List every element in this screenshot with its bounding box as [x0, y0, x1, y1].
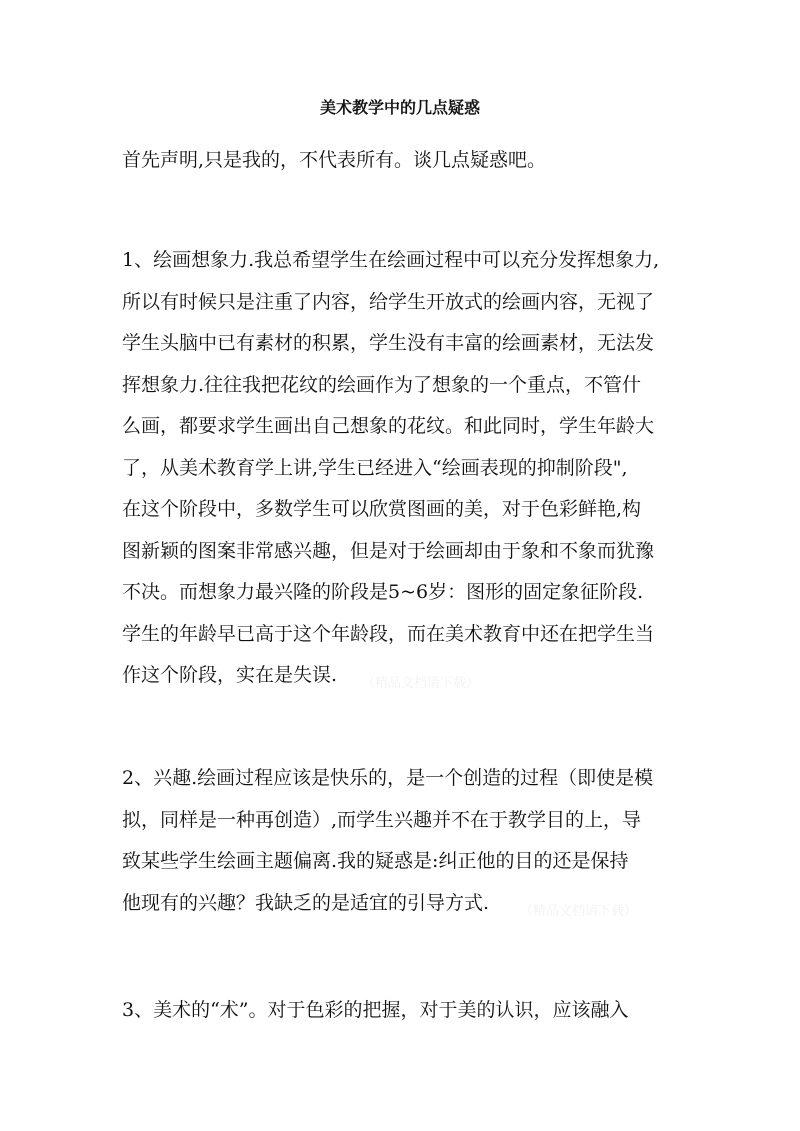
paragraph-technique: [122, 990, 687, 1032]
paragraph-line: 他现有的兴趣？我缺乏的是适宜的引导方式.: [122, 891, 490, 914]
paragraph-line: 不决。而想象力最兴隆的阶段是5~6岁：图形的固定象征阶段.: [122, 581, 644, 603]
paragraph-line: 所以有时候只是注重了内容，给学生开放式的绘画内容，无视了: [122, 290, 655, 313]
paragraph-line: 作这个阶段，实在是失误.: [122, 664, 338, 686]
paragraph-line: 了，从美术教育学上讲,学生已经进入“绘画表现的抑制阶段",: [122, 456, 628, 479]
paragraph-line: 3、美术的“术”。对于色彩的把握，对于美的认识，应该融入: [122, 999, 629, 1021]
paragraph-line: 挥想象力.往往我把花纹的绘画作为了想象的一个重点，不管什: [122, 373, 642, 396]
paragraph-line: 在这个阶段中，多数学生可以欣赏图画的美，对于色彩鲜艳,构: [122, 498, 642, 520]
document-title: 美术教学中的几点疑惑: [319, 98, 480, 117]
paragraph-line: 致某些学生绘画主题偏离.我的疑惑是:纠正他的目的还是保持: [122, 850, 629, 872]
paragraph-line: 学生头脑中已有素材的积累，学生没有丰富的绘画素材，无法发: [122, 332, 655, 354]
watermark-text: （精品文档请下载）: [362, 676, 480, 691]
watermark-text: （精品文档请下载）: [520, 904, 638, 919]
paragraph-line: 1、绘画想象力.我总希望学生在绘画过程中可以充分发挥想象力,: [122, 249, 660, 271]
paragraph-line: 拟，同样是一种再创造）,而学生兴趣并不在于教学目的上，导: [122, 808, 642, 831]
paragraph-line: 么画，都要求学生画出自己想象的花纹。和此同时，学生年龄大: [122, 415, 655, 437]
paragraph-line: 2、兴趣.绘画过程应该是快乐的，是一个创造的过程（即使是模: [122, 767, 654, 789]
paragraph-line: 图新颖的图案非常感兴趣，但是对于绘画却由于象和不象而犹豫: [122, 539, 655, 562]
paragraph-line: 学生的年龄早已高于这个年龄段，而在美术教育中还在把学生当: [122, 622, 655, 645]
intro-paragraph: 首先声明,只是我的，不代表所有。谈几点疑惑吧。: [122, 149, 547, 171]
paragraph-imagination: [122, 240, 687, 697]
